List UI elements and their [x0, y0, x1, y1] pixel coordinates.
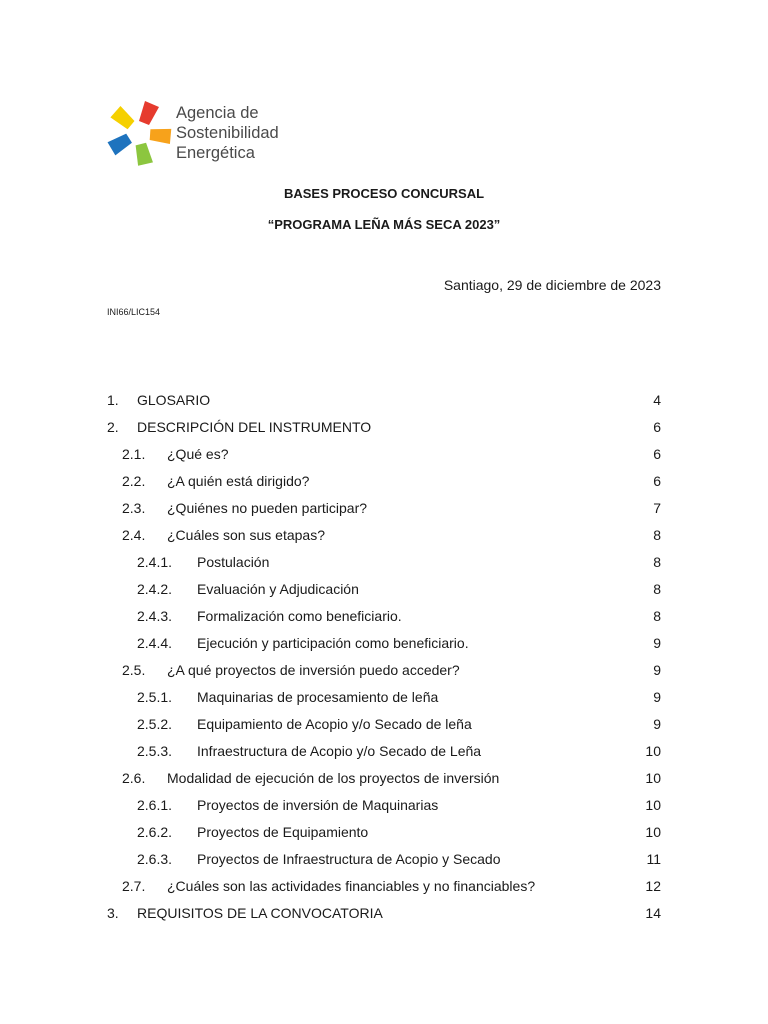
toc-entry: [0, 689, 768, 715]
logo-petal: [147, 123, 172, 149]
toc-entry-page: 8: [653, 608, 661, 624]
toc-entry-page: 9: [653, 662, 661, 678]
document-title: BASES PROCESO CONCURSAL: [283, 186, 485, 201]
toc-entry-page: 14: [645, 905, 661, 921]
toc-entry-label: Formalización como beneficiario.: [197, 608, 402, 624]
toc-entry-page: 6: [653, 473, 661, 489]
toc-entry-label: DESCRIPCIÓN DEL INSTRUMENTO: [137, 419, 372, 435]
toc-entry-page: 9: [653, 635, 661, 651]
toc-entry: [0, 824, 768, 850]
toc-entry-number: 2.6.: [122, 770, 146, 786]
toc-entry-number: 2.: [107, 419, 119, 435]
toc-entry: [0, 392, 768, 418]
toc-entry-number: 2.5.1.: [137, 689, 173, 705]
toc-entry-label: Evaluación y Adjudicación: [197, 581, 359, 597]
toc-entry-number: 1.: [107, 392, 119, 408]
toc-entry: [0, 716, 768, 742]
toc-entry-label: Proyectos de Infraestructura de Acopio y Secado: [197, 851, 501, 867]
toc-entry-number: 2.5.3.: [137, 743, 173, 759]
toc-entry-label: REQUISITOS DE LA CONVOCATORIA: [137, 905, 383, 921]
toc-entry-number: 2.6.2.: [137, 824, 173, 840]
toc-entry-label: GLOSARIO: [137, 392, 211, 408]
toc-entry: [0, 851, 768, 877]
toc-entry-label: Postulación: [197, 554, 270, 570]
toc-entry: [0, 473, 768, 499]
logo-petal: [139, 101, 159, 125]
toc-entry-page: 8: [653, 527, 661, 543]
toc-entry: [0, 419, 768, 445]
logo-petal: [106, 128, 134, 159]
document-code: INI66/LIC154: [107, 307, 161, 317]
toc-entry-number: 2.5.2.: [137, 716, 173, 732]
toc-entry-label: Proyectos de inversión de Maquinarias: [197, 797, 439, 813]
toc-entry: [0, 554, 768, 580]
toc-entry-page: 8: [653, 581, 661, 597]
toc-entry: [0, 662, 768, 688]
toc-entry-label: ¿A qué proyectos de inversión puedo acceder?: [167, 662, 460, 678]
toc-entry: [0, 743, 768, 769]
agency-logo-mark-icon: [106, 100, 172, 166]
toc-entry-label: Infraestructura de Acopio y/o Secado de Leña: [197, 743, 482, 759]
toc-entry-number: 2.4.3.: [137, 608, 173, 624]
toc-entry-number: 2.5.: [122, 662, 146, 678]
toc-entry-page: 6: [653, 446, 661, 462]
agency-logo-text: [176, 103, 279, 163]
logo-line-1: Agencia de: [176, 104, 259, 122]
toc-entry-label: Ejecución y participación como beneficiario.: [197, 635, 469, 651]
toc-entry-page: 10: [645, 770, 661, 786]
toc-entry-number: 2.7.: [122, 878, 146, 894]
toc-entry-label: ¿A quién está dirigido?: [167, 473, 310, 489]
toc-entry: [0, 797, 768, 823]
toc-entry-number: 3.: [107, 905, 119, 921]
toc-entry-number: 2.4.: [122, 527, 146, 543]
toc-entry-page: 12: [645, 878, 661, 894]
toc-entry-page: 8: [653, 554, 661, 570]
toc-entry: [0, 527, 768, 553]
document-subtitle: “PROGRAMA LEÑA MÁS SECA 2023”: [267, 217, 501, 232]
toc-entry: [0, 500, 768, 526]
toc-entry: [0, 446, 768, 472]
toc-entry-page: 9: [653, 716, 661, 732]
toc-entry-label: Maquinarias de procesamiento de leña: [197, 689, 439, 705]
toc-entry-page: 6: [653, 419, 661, 435]
toc-entry: [0, 581, 768, 607]
logo-petal: [128, 139, 158, 166]
toc-entry-page: 7: [653, 500, 661, 516]
toc-entry-page: 10: [645, 797, 661, 813]
toc-entry-number: 2.4.4.: [137, 635, 173, 651]
toc-entry-number: 2.4.1.: [137, 554, 173, 570]
logo-line-3: Energética: [176, 144, 255, 162]
toc-entry-label: ¿Cuáles son sus etapas?: [167, 527, 325, 543]
toc-entry-page: 10: [645, 824, 661, 840]
toc-entry-number: 2.6.1.: [137, 797, 173, 813]
toc-entry-label: Proyectos de Equipamiento: [197, 824, 369, 840]
toc-entry-label: ¿Qué es?: [167, 446, 229, 462]
toc-entry: [0, 770, 768, 796]
toc-entry-label: Modalidad de ejecución de los proyectos de inversión: [167, 770, 500, 786]
toc-entry-label: ¿Quiénes no pueden participar?: [167, 500, 368, 516]
document-date: Santiago, 29 de diciembre de 2023: [443, 277, 661, 293]
toc-entry-number: 2.6.3.: [137, 851, 173, 867]
logo-line-2: Sostenibilidad: [176, 124, 279, 142]
agency-logo: [106, 100, 279, 166]
toc-entry-page: 4: [653, 392, 661, 408]
toc-entry-page: 9: [653, 689, 661, 705]
toc-entry-page: 10: [645, 743, 661, 759]
toc-entry: [0, 635, 768, 661]
logo-petal: [109, 104, 138, 130]
toc-entry-number: 2.3.: [122, 500, 146, 516]
toc-entry-number: 2.1.: [122, 446, 146, 462]
toc-entry-page: 11: [646, 851, 661, 867]
toc-entry: [0, 905, 768, 931]
toc-entry: [0, 608, 768, 634]
toc-entry-number: 2.4.2.: [137, 581, 173, 597]
toc-entry-number: 2.2.: [122, 473, 146, 489]
toc-entry: [0, 878, 768, 904]
toc-entry-label: ¿Cuáles son las actividades financiables y no financiables?: [167, 878, 536, 894]
toc-entry-label: Equipamiento de Acopio y/o Secado de leña: [197, 716, 472, 732]
